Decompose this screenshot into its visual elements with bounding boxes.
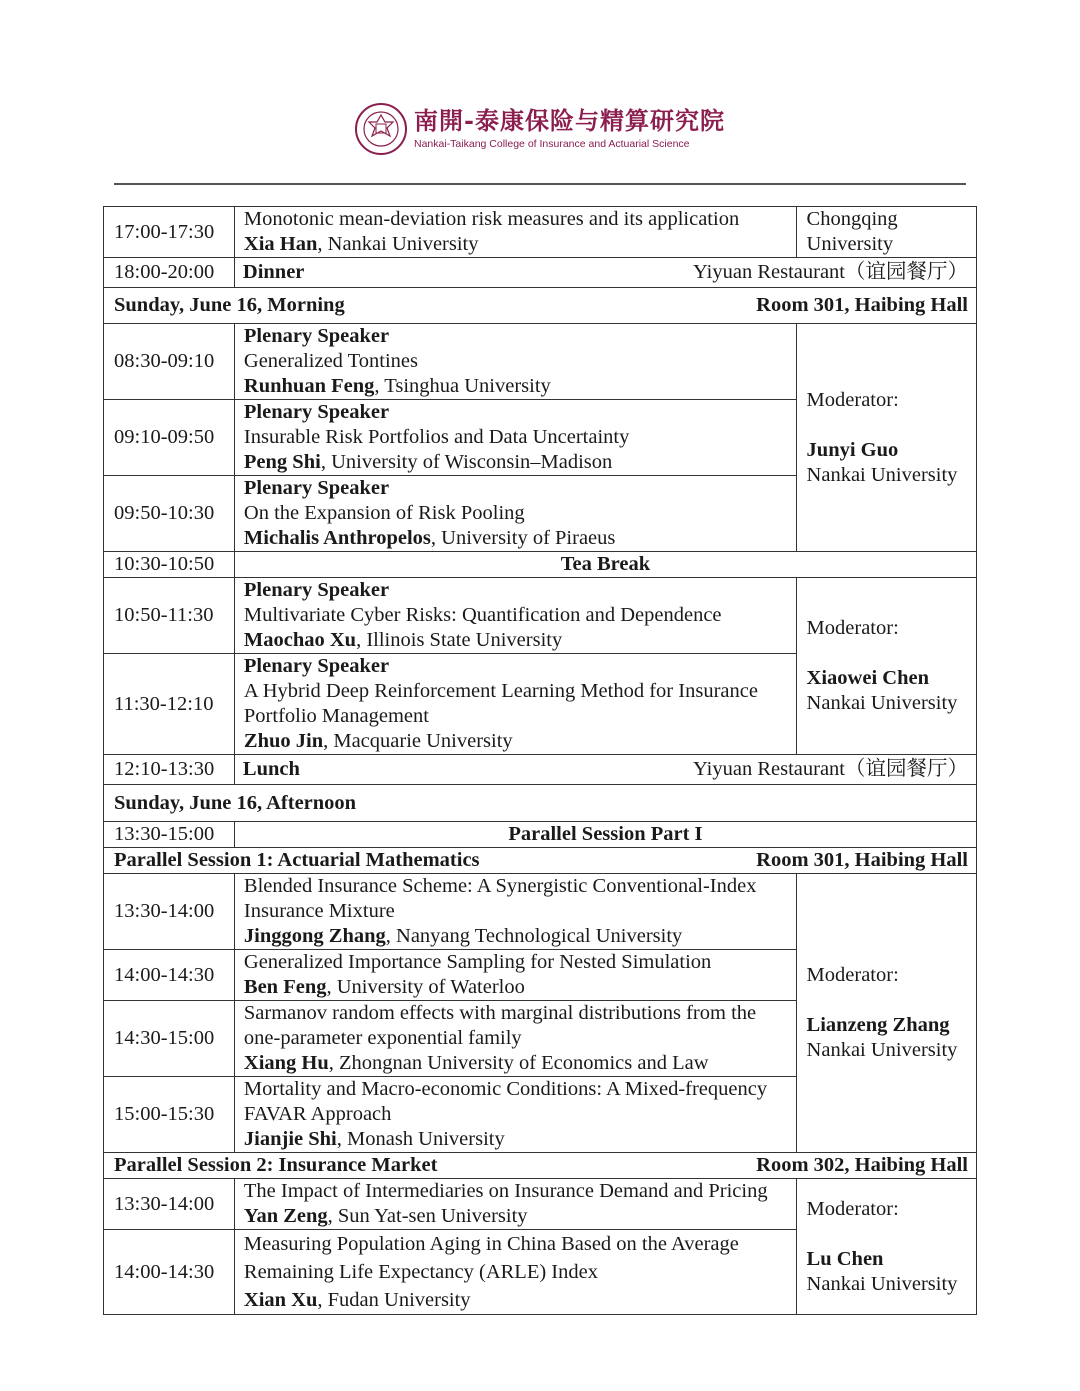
speaker-affiliation: , University of Piraeus [430, 527, 616, 549]
talk-title: The Impact of Intermediaries on Insurance Demand and Pricing [243, 1180, 768, 1202]
speaker-name: Xian Xu [243, 1289, 318, 1311]
speaker-affiliation: , Zhongnan University of Economics and Law [328, 1052, 709, 1074]
section-title: Parallel Session 1: Actuarial Mathematics [114, 849, 480, 871]
talk-cell [234, 874, 796, 950]
moderator-cell [796, 1179, 976, 1315]
logo-english-name: Nankai-Taikang College of Insurance and Actuarial Science [414, 138, 690, 150]
talk-cell [234, 400, 796, 476]
section-header-row [104, 288, 977, 324]
time-cell: 11:30-12:10 [104, 654, 235, 755]
talk-cell [234, 1230, 796, 1315]
session-type: Plenary Speaker [243, 401, 390, 423]
time-cell: 09:10-09:50 [104, 400, 235, 476]
page-header [0, 96, 1080, 166]
moderator-affiliation: Nankai University [806, 1272, 958, 1295]
speaker-name: Runhuan Feng [243, 375, 375, 397]
time-cell: 13:30-14:00 [104, 874, 235, 950]
speaker-affiliation: , Tsinghua University [374, 375, 551, 397]
talk-cell [234, 476, 796, 552]
talk-cell [234, 950, 796, 1001]
talk-cell [234, 1179, 796, 1230]
moderator-label: Moderator: [806, 388, 899, 411]
moderator-label: Moderator: [806, 964, 899, 986]
meal-cell [234, 258, 976, 288]
speaker-name: Jianjie Shi [243, 1128, 337, 1150]
speaker-affiliation: , University of Waterloo [326, 976, 525, 998]
table-row [104, 207, 977, 258]
section-title: Sunday, June 16, Afternoon [104, 785, 977, 822]
speaker-name: Michalis Anthropelos [243, 527, 431, 549]
speaker-affiliation: , Sun Yat-sen University [327, 1205, 528, 1227]
moderator-cell [796, 324, 976, 552]
time-cell: 08:30-09:10 [104, 324, 235, 400]
talk-title: Insurable Risk Portfolios and Data Uncertainty [243, 426, 630, 448]
time-cell: 14:00-14:30 [104, 950, 235, 1001]
section-header-row [104, 848, 977, 874]
meal-venue: Yiyuan Restaurant（谊园餐厅） [692, 261, 968, 283]
nankai-university-seal-icon [354, 102, 408, 156]
talk-cell [234, 324, 796, 400]
section-room: Room 302, Haibing Hall [756, 1154, 968, 1176]
table-row [104, 755, 977, 785]
table-row [104, 552, 977, 578]
speaker-affiliation: , Monash University [336, 1128, 505, 1150]
talk-title: On the Expansion of Risk Pooling [243, 502, 525, 524]
talk-title: Mortality and Macro-economic Conditions: A Mixed-frequency FAVAR Approach [243, 1078, 768, 1125]
time-cell: 17:00-17:30 [104, 207, 235, 258]
talk-cell [234, 1077, 796, 1153]
break-cell: Tea Break [234, 552, 976, 578]
moderator-label: Moderator: [806, 1197, 899, 1220]
logo-chinese-name: 南開-泰康保险与精算研究院 [414, 106, 725, 135]
talk-title: Measuring Population Aging in China Based on the Average Remaining Life Expectancy (ARLE) Index [243, 1233, 739, 1283]
header-divider [114, 183, 966, 185]
moderator-name: Xiaowei Chen [806, 667, 929, 689]
speaker-affiliation: , University of Wisconsin–Madison [320, 451, 613, 473]
talk-title: A Hybrid Deep Reinforcement Learning Method for Insurance Portfolio Management [243, 680, 758, 727]
table-row [104, 324, 977, 400]
time-cell: 10:30-10:50 [104, 552, 235, 578]
conference-schedule-table [103, 206, 977, 1315]
section-title: Sunday, June 16, Morning [114, 294, 345, 316]
time-cell: 15:00-15:30 [104, 1077, 235, 1153]
talk-title: Generalized Tontines [243, 350, 418, 372]
speaker-name: Xiang Hu [243, 1052, 329, 1074]
institution-logo [354, 102, 725, 156]
section-room: Room 301, Haibing Hall [756, 294, 968, 316]
speaker-name: Maochao Xu [243, 629, 357, 651]
time-cell: 14:00-14:30 [104, 1230, 235, 1315]
section-header-row [104, 785, 977, 822]
meal-label: Lunch [242, 758, 300, 780]
speaker-affiliation: , Nanyang Technological University [385, 925, 683, 947]
moderator-affiliation: Nankai University [806, 692, 958, 714]
moderator-cell [796, 874, 976, 1153]
table-row [104, 1179, 977, 1230]
session-type: Plenary Speaker [243, 325, 390, 347]
moderator-name: Lu Chen [806, 1247, 884, 1270]
table-row [104, 258, 977, 288]
section-header-row [104, 1153, 977, 1179]
parallel-session-label: Parallel Session Part I [234, 822, 976, 848]
talk-title: Multivariate Cyber Risks: Quantification and Dependence [243, 604, 722, 626]
meal-venue: Yiyuan Restaurant（谊园餐厅） [692, 758, 968, 780]
speaker-name: Yan Zeng [243, 1205, 328, 1227]
speaker-affiliation: , Fudan University [317, 1289, 471, 1311]
moderator-cell: Chongqing University [796, 207, 976, 258]
moderator-affiliation: Nankai University [806, 463, 958, 486]
speaker-affiliation: , Nankai University [317, 233, 479, 255]
time-cell: 12:10-13:30 [104, 755, 235, 785]
meal-cell [234, 755, 976, 785]
table-row [104, 578, 977, 654]
session-type: Plenary Speaker [243, 579, 390, 601]
moderator-label: Moderator: [806, 617, 899, 639]
speaker-name: Peng Shi [243, 451, 321, 473]
time-cell: 10:50-11:30 [104, 578, 235, 654]
session-type: Plenary Speaker [243, 655, 390, 677]
speaker-name: Xia Han [243, 233, 318, 255]
table-row [104, 874, 977, 950]
talk-cell [234, 578, 796, 654]
speaker-name: Zhuo Jin [243, 730, 324, 752]
moderator-name: Lianzeng Zhang [806, 1014, 950, 1036]
speaker-name: Jinggong Zhang [243, 925, 386, 947]
speaker-affiliation: , Illinois State University [356, 629, 563, 651]
section-title: Parallel Session 2: Insurance Market [114, 1154, 438, 1176]
talk-cell [234, 207, 796, 258]
moderator-affiliation: Nankai University [806, 1039, 958, 1061]
time-cell: 13:30-15:00 [104, 822, 235, 848]
talk-cell [234, 654, 796, 755]
moderator-name: Junyi Guo [806, 438, 899, 461]
time-cell: 09:50-10:30 [104, 476, 235, 552]
session-type: Plenary Speaker [243, 477, 390, 499]
talk-title: Monotonic mean-deviation risk measures and its application [243, 208, 740, 230]
talk-title: Generalized Importance Sampling for Nested Simulation [243, 951, 712, 973]
speaker-affiliation: , Macquarie University [323, 730, 513, 752]
moderator-cell [796, 578, 976, 755]
talk-title: Sarmanov random effects with marginal distributions from the one-parameter exponential family [243, 1002, 757, 1049]
meal-label: Dinner [242, 261, 305, 283]
time-cell: 14:30-15:00 [104, 1001, 235, 1077]
section-room: Room 301, Haibing Hall [756, 849, 968, 871]
time-cell: 13:30-14:00 [104, 1179, 235, 1230]
table-row [104, 822, 977, 848]
talk-title: Blended Insurance Scheme: A Synergistic Conventional-Index Insurance Mixture [243, 875, 757, 922]
talk-cell [234, 1001, 796, 1077]
time-cell: 18:00-20:00 [104, 258, 235, 288]
speaker-name: Ben Feng [243, 976, 327, 998]
